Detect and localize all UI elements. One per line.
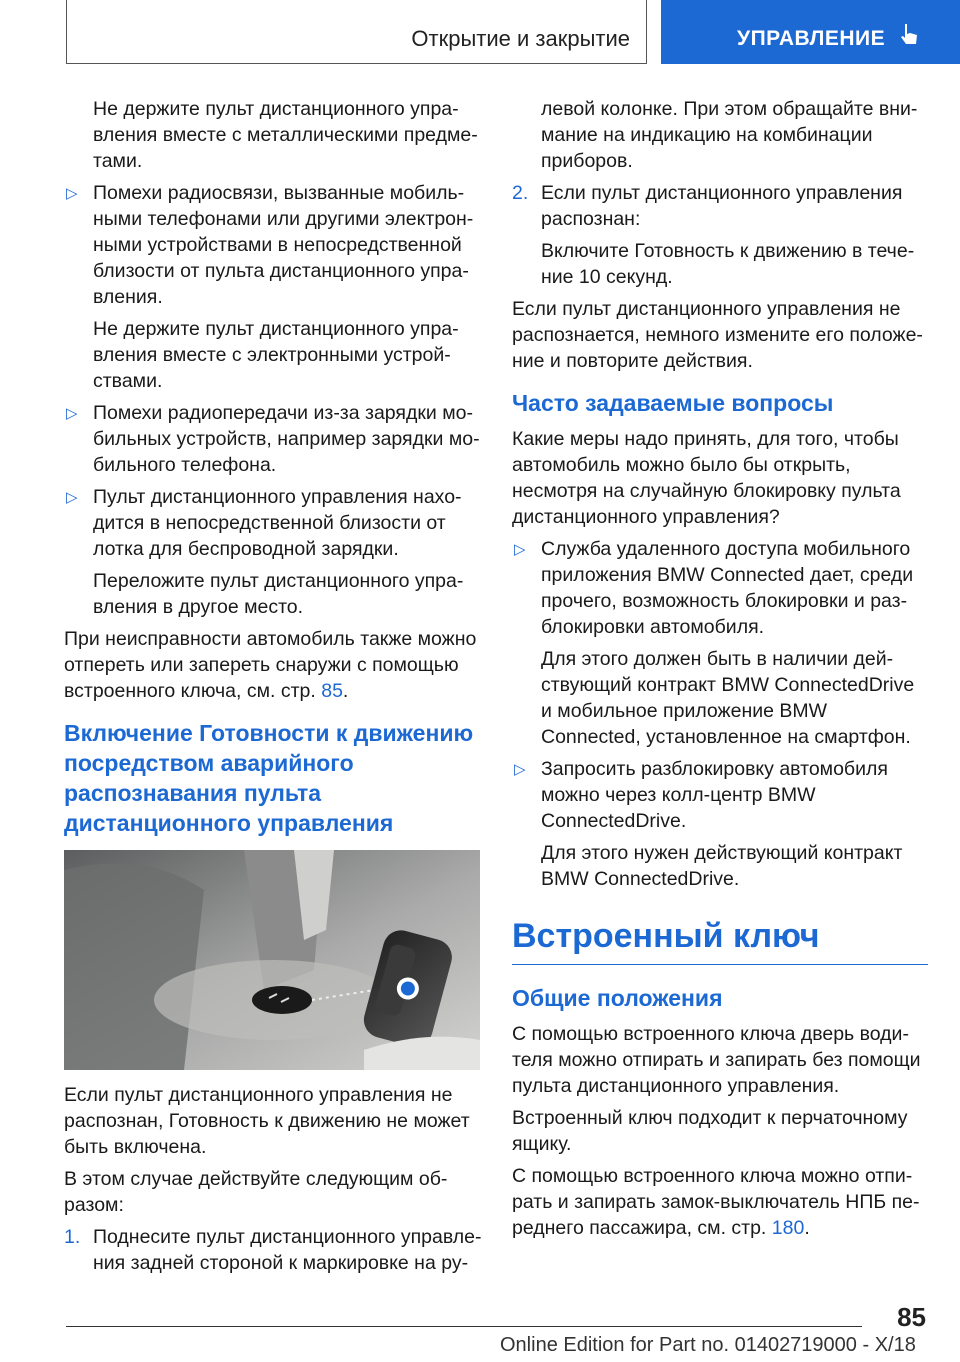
footer-rule bbox=[66, 1326, 862, 1327]
paragraph-malfunction: При неисправности автомобиль также можно отпереть или запереть снаружи с помощью встроенного ключа, см. стр. 85. bbox=[64, 628, 477, 702]
paragraph: левой колонке. При этом обращайте внимание на индикацию на комбинации приборов. bbox=[541, 98, 918, 172]
heading-rule bbox=[512, 964, 928, 965]
paragraph-text: При неисправности автомобиль также можно отпереть или запереть снаружи с помощью встроенного ключа, см. стр. bbox=[64, 628, 477, 702]
list-item-text: Служба удаленного доступа мобильного приложения BMW Connected дает, среди прочего, возможность блокировки и разблокировки автомобиля. bbox=[541, 538, 914, 638]
triangle-bullet-icon: ▷ bbox=[66, 489, 78, 506]
paragraph: Для этого должен быть в наличии действующий контракт BMW ConnectedDrive и мобильное приложение BMW Connected, установленное на смартфон. bbox=[541, 648, 915, 748]
list-item bbox=[64, 484, 482, 562]
step-number: 2. bbox=[512, 182, 529, 204]
hand-touch-icon bbox=[897, 22, 921, 48]
paragraph-airbag: С помощью встроенного ключа можно отпирать и запирать замок-выключатель НПБ переднего пассажира, см. стр. 180. bbox=[512, 1165, 920, 1239]
left-column bbox=[64, 96, 482, 1282]
list-item-text: Помехи радиосвязи, вызванные мобильными телефонами или другими электронными устройствами в непосредственной близости от пульта дистанционного управления. bbox=[93, 182, 474, 308]
page-number: 85 bbox=[897, 1302, 926, 1332]
chapter-heading-integrated-key: Встроенный ключ bbox=[512, 917, 820, 955]
triangle-bullet-icon: ▷ bbox=[514, 761, 526, 778]
paragraph: Какие меры надо принять, для того, чтобы автомобиль можно было бы открыть, несмотря на случайную блокировку пульта дистанционного управления? bbox=[512, 428, 901, 528]
list-item-text: Запросить разблокировку автомобиля можно через колл-центр BMW ConnectedDrive. bbox=[541, 758, 888, 832]
footer-edition-text: Online Edition for Part no. 01402719000 - X/18 bbox=[500, 1334, 916, 1356]
paragraph: С помощью встроенного ключа дверь водителя можно отпирать и запирать без помощи пульта дистанционного управления. bbox=[512, 1023, 921, 1097]
paragraph: Если пульт дистанционного управления не распознается, немного измените его положение и повторите действия. bbox=[512, 298, 923, 372]
step-number: 1. bbox=[64, 1226, 81, 1248]
paragraph-text: С помощью встроенного ключа можно отпирать и запирать замок-выключатель НПБ переднего пассажира, см. стр. bbox=[512, 1165, 920, 1239]
paragraph: Включите Готовность к движению в течение 10 секунд. bbox=[541, 240, 915, 288]
list-item bbox=[64, 180, 482, 310]
paragraph: Переложите пульт дистанционного управления в другое место. bbox=[93, 570, 464, 618]
step-text: Поднесите пульт дистанционного управления задней стороной к маркировке на ру- bbox=[93, 1226, 482, 1274]
paragraph: Встроенный ключ подходит к перчаточному ящику. bbox=[512, 1107, 908, 1155]
numbered-step bbox=[512, 180, 928, 232]
paragraph: Для этого нужен действующий контракт BMW ConnectedDrive. bbox=[541, 842, 903, 890]
right-column bbox=[512, 96, 928, 1247]
list-item-text: Помехи радиопередачи из-за зарядки мобильных устройств, например зарядки мобильного телефона. bbox=[93, 402, 480, 476]
list-item bbox=[64, 400, 482, 478]
page-reference-link[interactable]: 85 bbox=[321, 680, 343, 702]
paragraph: Если пульт дистанционного управления не распознан, Готовность к движению не может быть включена. bbox=[64, 1084, 470, 1158]
triangle-bullet-icon: ▷ bbox=[514, 541, 526, 558]
list-item bbox=[512, 756, 928, 834]
header-chapter-tab[interactable] bbox=[661, 0, 960, 64]
triangle-bullet-icon: ▷ bbox=[66, 185, 78, 202]
section-heading-faq: Часто задаваемые вопросы bbox=[512, 390, 834, 416]
page-reference-link[interactable]: 180 bbox=[771, 1217, 805, 1239]
section-heading-emergency: Включение Готовности к движению посредством аварийного распознавания пульта дистанционного управления bbox=[64, 720, 474, 836]
key-fob-steering-column-photo bbox=[64, 850, 480, 1070]
triangle-bullet-icon: ▷ bbox=[66, 405, 78, 422]
header-chapter-label: УПРАВЛЕНИЕ bbox=[737, 27, 886, 50]
paragraph: Не держите пульт дистанционного управления вместе с электронными устройствами. bbox=[93, 318, 459, 392]
paragraph: Не держите пульт дистанционного управления вместе с металлическими предметами. bbox=[93, 98, 478, 172]
step-text: Если пульт дистанционного управления распознан: bbox=[541, 182, 903, 230]
paragraph: В этом случае действуйте следующим образом: bbox=[64, 1168, 448, 1216]
header-section-box bbox=[66, 0, 647, 64]
numbered-step bbox=[64, 1224, 482, 1276]
section-heading-general: Общие положения bbox=[512, 985, 723, 1011]
header-section-title: Открытие и закрытие bbox=[411, 26, 630, 51]
list-item-text: Пульт дистанционного управления находится в непосредственной близости от лотка для беспроводной зарядки. bbox=[93, 486, 462, 560]
list-item bbox=[512, 536, 928, 640]
